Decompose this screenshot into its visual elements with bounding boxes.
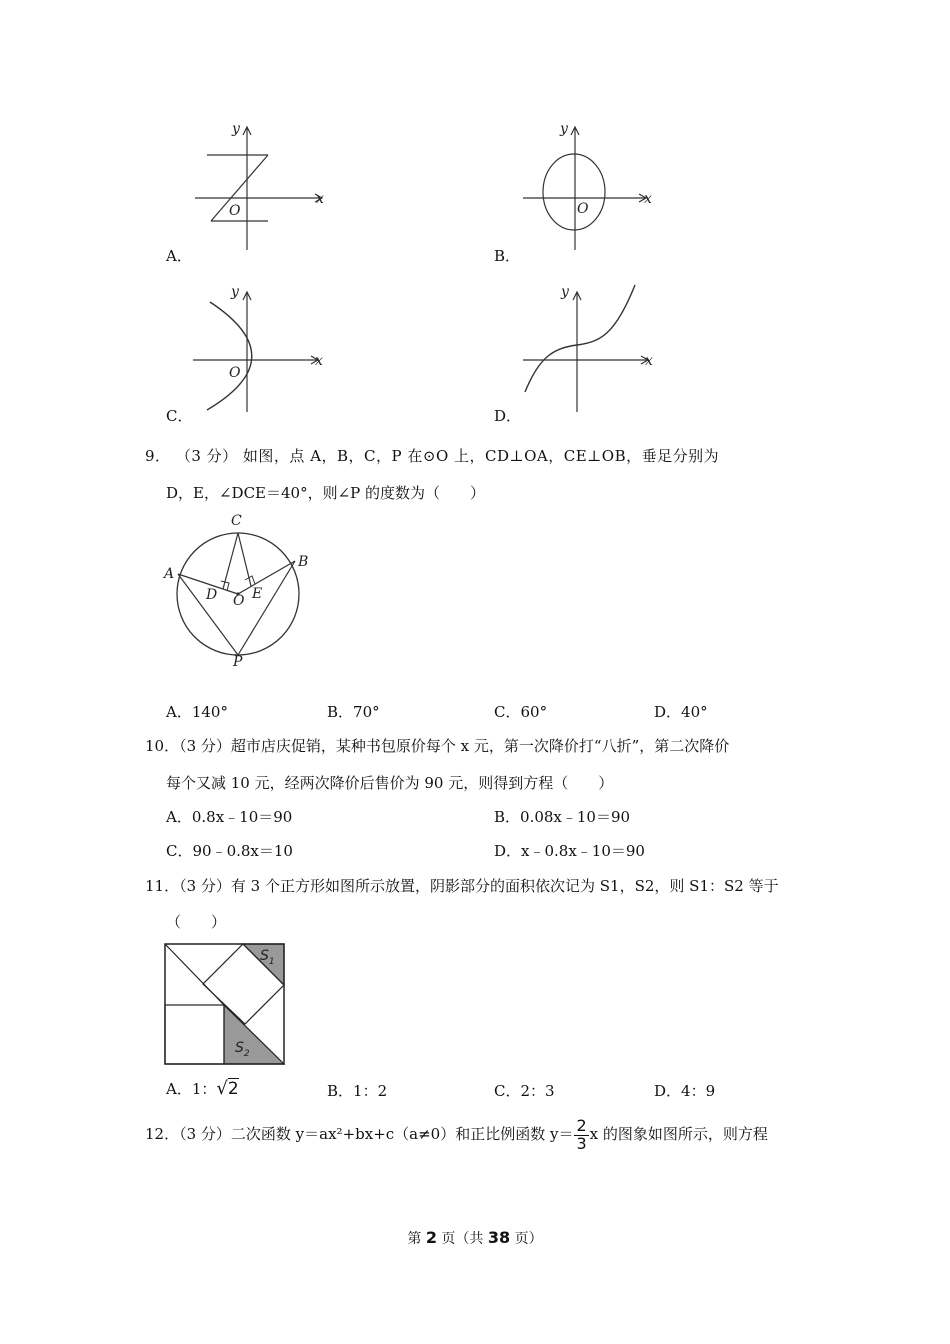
q12-line1	[145, 1113, 768, 1155]
q9-label-o: O	[233, 593, 245, 609]
q11-line2: （ ）	[166, 913, 227, 931]
q8-option-b[interactable]: B．	[494, 247, 521, 265]
q11-text-line1: 有 3 个正方形如图所示放置，阴影部分的面积依次记为 S1，S2，则 S1：S2 等于	[230, 877, 779, 895]
graph-c-origin-label: O	[229, 365, 241, 381]
q9-text-line1: 如图，点 A，B，C，P 在⊙O 上，CD⊥OA，CE⊥OB，垂足分别为	[242, 447, 720, 465]
q11-option-a-prefix: A．1：	[166, 1080, 217, 1098]
q9-option-a[interactable]: A．140°	[166, 703, 228, 721]
q11-label-s1: $S_1$	[260, 948, 275, 967]
graph-b	[515, 115, 665, 255]
q11-option-a[interactable]	[166, 1078, 239, 1099]
graph-c-y-label: y	[231, 284, 239, 300]
graph-a	[185, 115, 335, 255]
graph-d-x-label: x	[645, 353, 653, 369]
q12-text-before: 二次函数 y＝ax²+bx+c（a≠0）和正比例函数 y＝	[230, 1125, 574, 1143]
q12-score: （3 分）	[179, 1125, 231, 1143]
footer-total-pages: 38	[487, 1228, 511, 1247]
q10-option-a[interactable]: A．0.8x﹣10＝90	[166, 808, 293, 826]
q10-number: 10．	[145, 737, 180, 755]
q12-fraction	[574, 1118, 588, 1152]
q9-circle-figure	[160, 508, 330, 673]
q10-option-d[interactable]: D．x﹣0.8x﹣10＝90	[494, 842, 645, 860]
footer-page-number: 2	[425, 1228, 437, 1247]
q9-option-b[interactable]: B．70°	[327, 703, 380, 721]
graph-b-y-label: y	[560, 121, 568, 137]
q8-option-d[interactable]: D．	[494, 407, 522, 425]
q11-option-d[interactable]: D．4：9	[654, 1082, 716, 1100]
graph-d-y-label: y	[561, 284, 569, 300]
page-footer	[0, 1228, 950, 1248]
graph-b-origin-label: O	[577, 201, 589, 217]
graph-c-x-label: x	[315, 353, 323, 369]
graph-d	[515, 280, 665, 420]
q10-line2: 每个又减 10 元，经两次降价后售价为 90 元，则得到方程（ ）	[166, 774, 614, 792]
q11-squares-figure	[163, 942, 287, 1066]
footer-prefix: 第	[407, 1231, 426, 1247]
q8-option-c[interactable]: C．	[166, 407, 193, 425]
graph-a-y-label: y	[232, 121, 240, 137]
q10-option-c[interactable]: C．90﹣0.8x＝10	[166, 842, 293, 860]
q11-score: （3 分）	[179, 877, 231, 895]
q12-number: 12．	[145, 1125, 180, 1143]
q11-line1	[145, 875, 779, 896]
q9-label-a: A	[164, 566, 175, 582]
q10-line1	[145, 735, 729, 756]
q9-label-b: B	[298, 554, 309, 570]
q12-frac-num: 2	[576, 1116, 587, 1135]
q10-text-line1: 超市店庆促销，某种书包原价每个 x 元，第一次降价打“八折”，第二次降价	[230, 737, 730, 755]
q9-label-d: D	[206, 587, 218, 603]
q11-option-c[interactable]: C．2：3	[494, 1082, 555, 1100]
q9-line1	[145, 445, 719, 466]
graph-c	[185, 280, 335, 420]
graph-a-origin-label: O	[229, 203, 241, 219]
q9-label-c: C	[231, 513, 242, 529]
q11-label-s2: $S_2$	[235, 1040, 250, 1059]
q12-text-after: x 的图象如图所示，则方程	[589, 1125, 768, 1143]
sqrt-symbol: √	[216, 1078, 228, 1099]
q8-option-a[interactable]: A．	[166, 247, 192, 265]
q9-number: 9．	[145, 447, 171, 465]
q11-number: 11．	[145, 877, 180, 895]
graph-b-x-label: x	[644, 191, 652, 207]
q11-option-b[interactable]: B．1：2	[327, 1082, 388, 1100]
graph-a-x-label: x	[316, 191, 324, 207]
q9-label-e: E	[252, 586, 263, 602]
q12-frac-den: 3	[576, 1134, 587, 1153]
q10-option-b[interactable]: B．0.08x﹣10＝90	[494, 808, 631, 826]
footer-middle: 页（共	[436, 1231, 488, 1247]
q9-option-c[interactable]: C．60°	[494, 703, 548, 721]
footer-suffix: 页）	[510, 1231, 543, 1247]
q9-option-d[interactable]: D．40°	[654, 703, 708, 721]
q10-score: （3 分）	[179, 737, 231, 755]
q9-line2: D，E，∠DCE＝40°，则∠P 的度数为（ ）	[166, 484, 486, 502]
q11-option-a-radicand: 2	[227, 1079, 239, 1099]
q9-label-p: P	[233, 654, 243, 670]
q9-score: （3 分）	[175, 447, 238, 465]
